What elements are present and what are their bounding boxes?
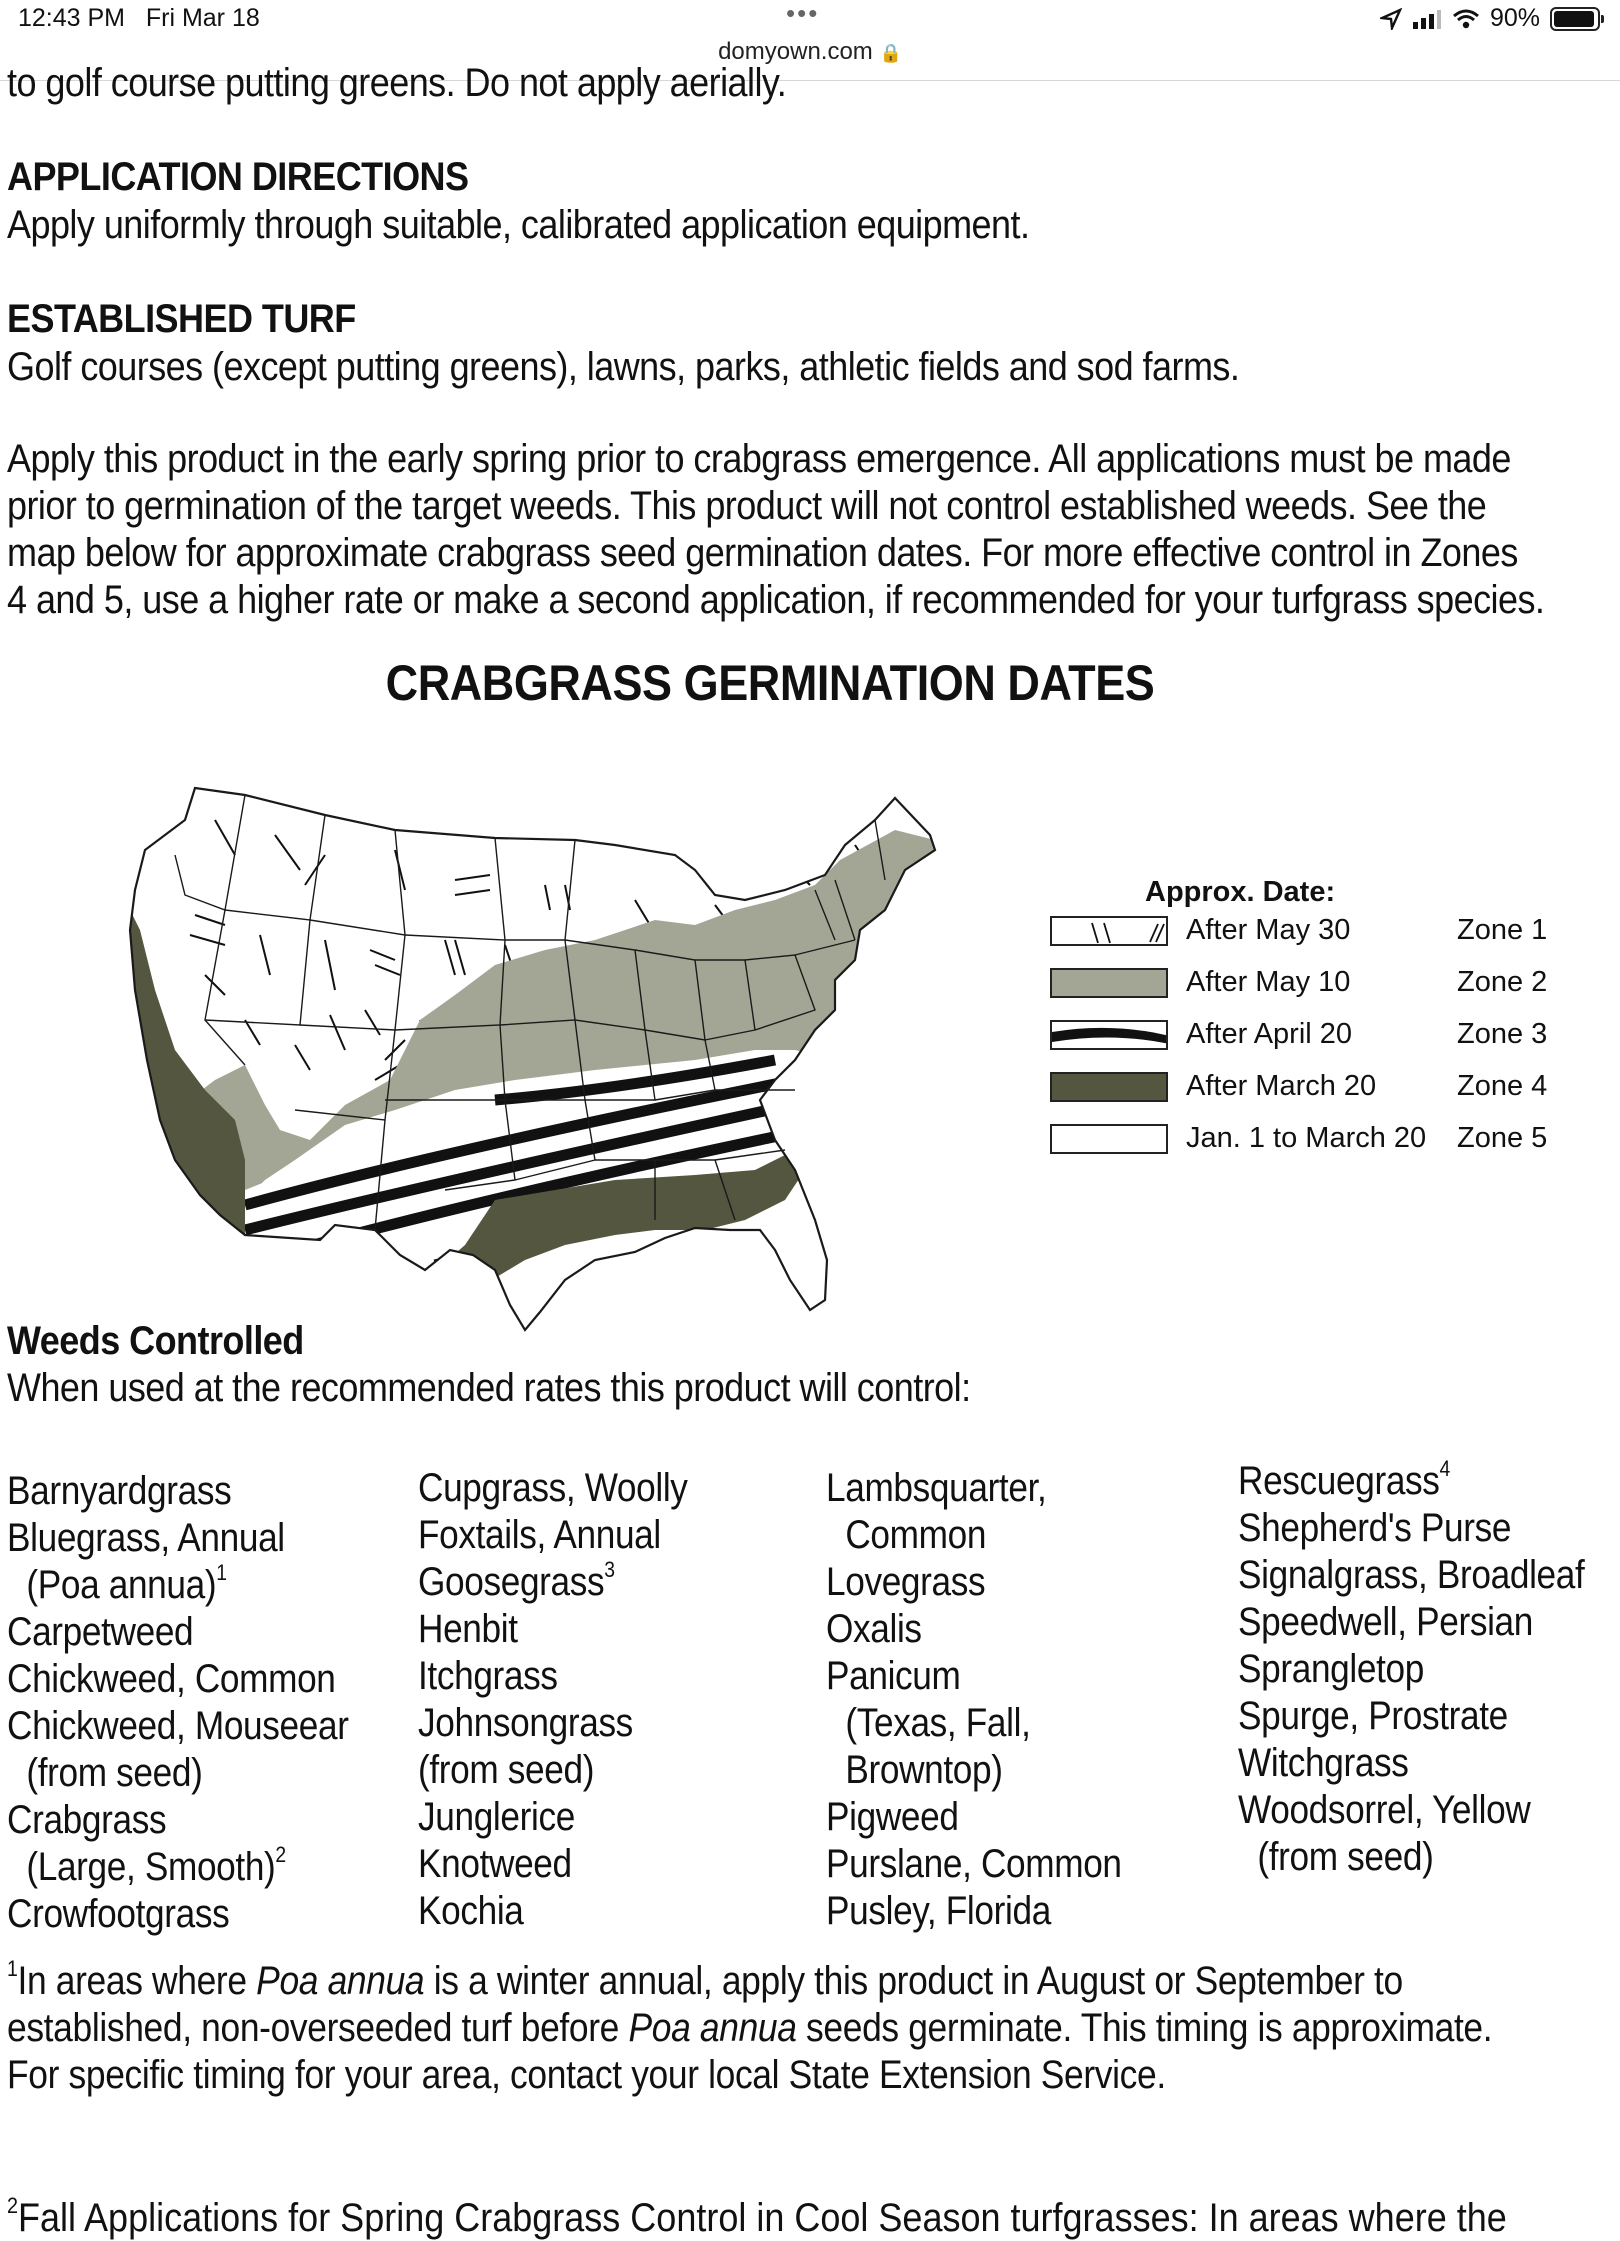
weed-name: Common [845,1513,987,1557]
footnote-num: 1 [7,1956,18,1981]
wifi-icon [1452,8,1480,30]
clock: 12:43 PM Fri Mar 18 [18,4,260,32]
weed-name: Shepherd's Purse [1238,1506,1512,1550]
zone-fills [95,760,1055,1380]
weed-item [7,1609,349,1656]
legend-zone: Zone 1 [1457,914,1548,946]
weeds-heading: Weeds Controlled [7,1319,304,1363]
footnote-2-cut: $^2$Fall Applications for Spring Crabgrass Control in Cool Season turfgrasses: In areas where the [7,2193,1507,2240]
weed-name: Signalgrass, Broadleaf [1238,1553,1585,1597]
zone2-swatch [1050,968,1168,998]
weed-item [1238,1599,1584,1646]
weed-item [1238,1646,1584,1693]
legend-label: After April 20 [1186,1018,1353,1050]
battery-percent: 90% [1489,4,1540,32]
weed-name: Cupgrass, Woolly [418,1466,688,1510]
weed-name: Bluegrass, Annual [7,1516,285,1560]
weed-item [7,1891,349,1938]
weed-item [7,1703,349,1750]
weed-name: Purslane, Common [826,1842,1122,1886]
location-arrow-icon [1380,8,1402,30]
lock-icon: 🔒 [879,43,902,63]
weed-name: Lambsquarter, [826,1466,1047,1510]
weed-name: Henbit [418,1607,518,1651]
fn-text: seeds germinate. This timing is approximate. [796,2006,1493,2050]
fn-italic: Poa annua [256,1959,425,2003]
weed-name: (from seed) [418,1748,595,1792]
weed-name: Johnsongrass [418,1701,633,1745]
weeds-column-2 [418,1465,688,1935]
multitasking-dots-icon[interactable]: ••• [786,0,820,28]
weed-name: Goosegrass [418,1560,605,1604]
turf-heading: ESTABLISHED TURF [7,297,356,341]
turf-text: Golf courses (except putting greens), lawns, parks, athletic fields and sod farms. [7,345,1240,389]
application-text: Apply uniformly through suitable, calibrated application equipment. [7,203,1030,247]
weed-name: Oxalis [826,1607,922,1651]
weed-item [826,1559,1122,1606]
zone5-swatch [1050,1124,1168,1154]
legend-label: After May 10 [1186,966,1351,998]
application-heading: APPLICATION DIRECTIONS [7,155,469,199]
weeds-column-3 [826,1465,1122,1935]
weed-name: Rescuegrass [1238,1459,1440,1503]
weed-item [7,1468,349,1515]
weed-name: Spurge, Prostrate [1238,1694,1508,1738]
map-title: CRABGRASS GERMINATION DATES [385,655,1155,711]
zone3-swatch [1050,1020,1168,1050]
zone4-swatch [1050,1072,1168,1102]
footnote-ref: 2 [275,1842,286,1867]
legend-heading: Approx. Date: [1145,876,1336,908]
weed-name: Barnyardgrass [7,1469,232,1513]
fn-italic: Poa annua [628,2006,797,2050]
weed-name: Foxtails, Annual [418,1513,661,1557]
weed-item [418,1747,688,1794]
weeds-column-1 [7,1468,349,1938]
weed-item [826,1512,1122,1559]
legend-label: After March 20 [1186,1070,1377,1102]
status-icons [1380,4,1600,33]
weed-item [826,1653,1122,1700]
weed-item [7,1844,349,1891]
weed-name: (Poa annua) [26,1563,217,1607]
weed-name: Junglerice [418,1795,575,1839]
weed-item [826,1841,1122,1888]
legend-zone: Zone 2 [1457,966,1548,998]
weed-item [826,1794,1122,1841]
weed-item [7,1562,349,1609]
para-line-4: 4 and 5, use a higher rate or make a second application, if recommended for your turfgrass species. [7,578,1545,622]
weed-name: Pusley, Florida [826,1889,1051,1933]
weed-item [418,1888,688,1935]
weed-item [418,1794,688,1841]
zone1-swatch [1050,916,1168,946]
weed-name: Woodsorrel, Yellow [1238,1788,1531,1832]
weed-item [7,1797,349,1844]
weed-name: Chickweed, Common [7,1657,336,1701]
weed-item [1238,1552,1584,1599]
weed-item [7,1656,349,1703]
weed-item [826,1606,1122,1653]
weed-name: (from seed) [1257,1835,1434,1879]
legend-label: Jan. 1 to March 20 [1186,1122,1427,1154]
weed-name: Sprangletop [1238,1647,1424,1691]
weed-item [826,1888,1122,1935]
para-line-3: map below for approximate crabgrass seed germination dates. For more effective control in Zones [7,531,1518,575]
cut-top-line: to golf course putting greens. Do not apply aerially. [7,61,787,105]
weed-name: Pigweed [826,1795,959,1839]
fn-text: For specific timing for your area, contact your local State Extension Service. [7,2053,1166,2097]
weed-item [1238,1740,1584,1787]
weed-item [1238,1458,1584,1505]
weed-item [1238,1505,1584,1552]
weed-item [826,1747,1122,1794]
cellular-signal-icon [1412,8,1442,30]
legend-zone: Zone 4 [1457,1070,1548,1102]
weed-name: Knotweed [418,1842,572,1886]
weed-name: (from seed) [26,1751,203,1795]
weed-item [418,1700,688,1747]
footnote-1 [7,1958,1492,2099]
weed-name: Browntop) [845,1748,1003,1792]
footnote-ref: 3 [604,1557,615,1582]
weed-item [418,1841,688,1888]
weed-name: Crabgrass [7,1798,167,1842]
para-line-1: Apply this product in the early spring prior to crabgrass emergence. All applications must be made [7,437,1511,481]
weed-item [1238,1834,1584,1881]
footnote-ref: 1 [216,1560,227,1585]
weed-name: Kochia [418,1889,524,1933]
weed-name: Chickweed, Mouseear [7,1704,349,1748]
weed-name: (Texas, Fall, [845,1701,1031,1745]
para-line-2: prior to germination of the target weeds. This product will not control established weeds. See the [7,484,1487,528]
weed-item [7,1750,349,1797]
weed-name: Carpetweed [7,1610,194,1654]
weed-name: Witchgrass [1238,1741,1409,1785]
weeds-intro: When used at the recommended rates this product will control: [7,1366,971,1410]
fn-text: is a winter annual, apply this product in August or September to [424,1959,1403,2003]
weed-item [418,1653,688,1700]
weed-item [1238,1693,1584,1740]
legend-zone: Zone 5 [1457,1122,1548,1154]
weed-name: (Large, Smooth) [26,1845,276,1889]
weed-name: Crowfootgrass [7,1892,230,1936]
legend-label: After May 30 [1186,914,1351,946]
weed-item [826,1465,1122,1512]
weed-item [1238,1787,1584,1834]
fn-text: established, non-overseeded turf before [7,2006,629,2050]
weed-name: Panicum [826,1654,961,1698]
weed-name: Lovegrass [826,1560,986,1604]
weeds-column-4 [1238,1458,1584,1881]
weed-item [7,1515,349,1562]
document-page [0,60,1620,2240]
weed-item [418,1465,688,1512]
germination-zone-map [95,760,1055,1380]
legend-zone: Zone 3 [1457,1018,1548,1050]
weed-name: Itchgrass [418,1654,558,1698]
weed-name: Speedwell, Persian [1238,1600,1534,1644]
weed-item [826,1700,1122,1747]
url-text: domyown.com [718,38,873,65]
fn-text: In areas where [17,1959,257,2003]
weed-item [418,1512,688,1559]
weed-item [418,1559,688,1606]
battery-icon [1550,7,1600,31]
footnote-ref: 4 [1439,1456,1450,1481]
weed-item [418,1606,688,1653]
